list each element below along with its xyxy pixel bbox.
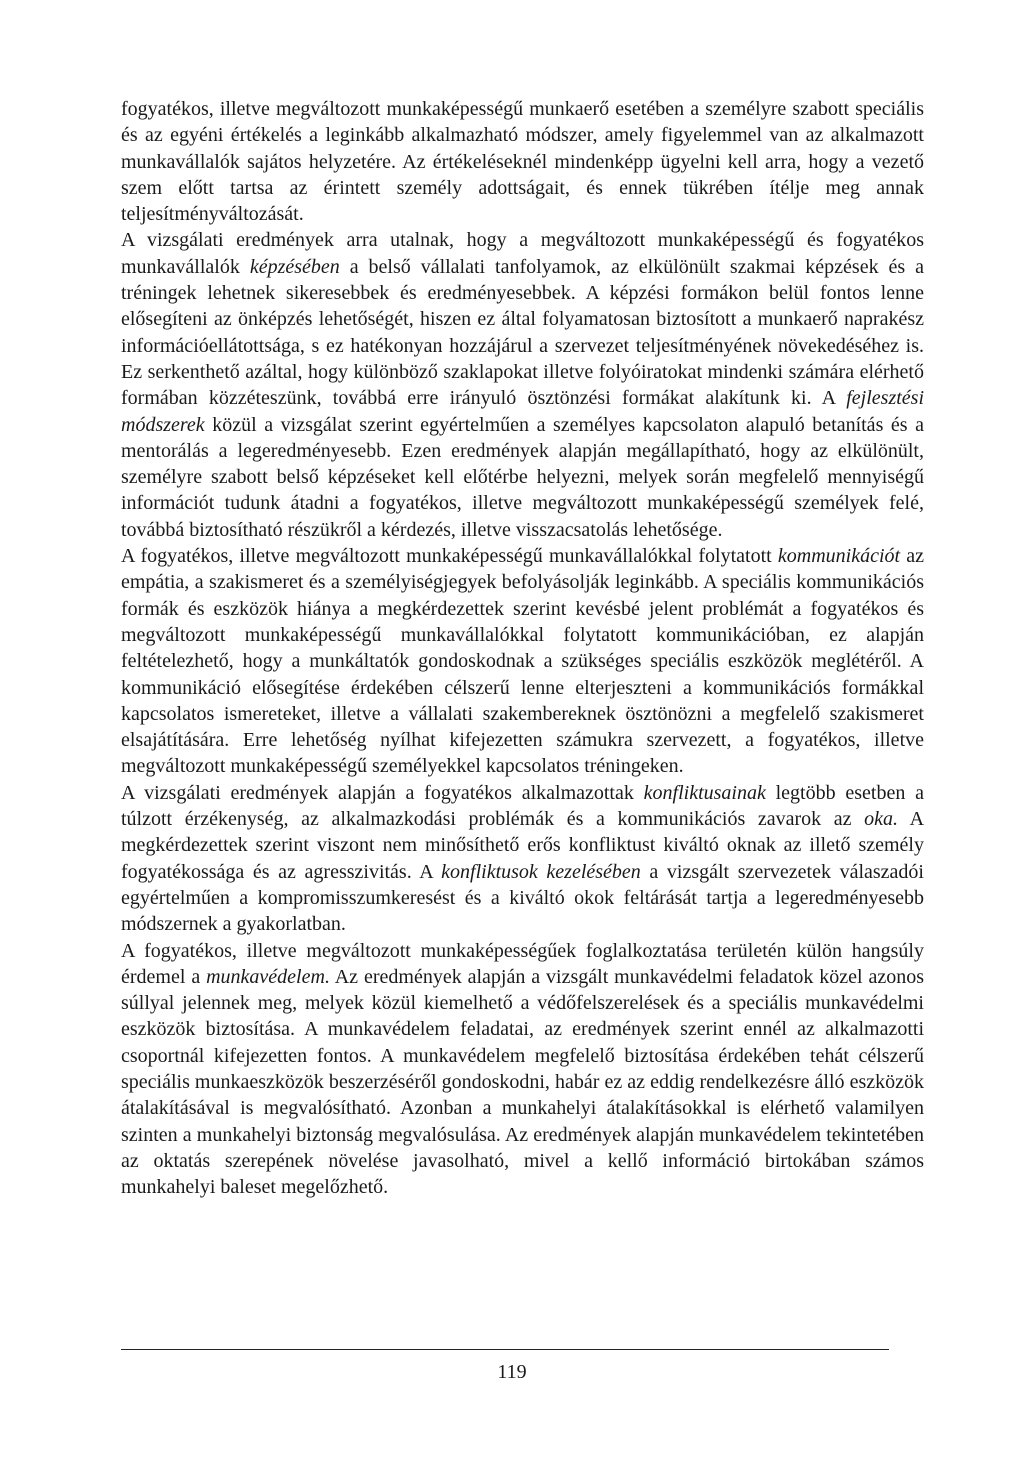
text-run: a belső vállalati tanfolyamok, az elkülönült szakmai képzések és a tréningek lehetnek sikeresebbek és eredményesebbek. A képzési formákon belül fontos lenne elősegíteni az önképzés lehetőségét, hiszen ez által folyamatosan biztosított a munkaerő naprakész információellátottsága, s ez hatékonyan hozzájárul a szervezet teljesítményének növekedéséhez is. Ez serkenthető azáltal, hogy különböző szaklapokat illetve folyóiratokat mindenki számára elérhető formában közzéteszünk, továbbá erre irányuló ösztönzési formákat alakítunk ki. A [121, 255, 925, 410]
emphasized-term: fejlesztési módszerek [121, 387, 924, 436]
text-run: közül a vizsgálat szerint egyértelműen a személyes kapcsolaton alapuló betanítás és a mentorálás a legeredményesebb. Ezen eredmények alapján megállapítható, hogy az elkülönült, személyre szabott belső képzéseket kell előtérbe helyezni, melyek során megfelelő mennyiségű információt tudunk átadni a fogyatékos, illetve megváltozott munkaképességű személyek felé, továbbá biztosítható részükről a kérdezés, illetve visszacsatolás lehetősége. [121, 413, 924, 541]
emphasized-term: kommunikációt [777, 545, 901, 568]
text-run: A vizsgálati eredmények arra utalnak, hogy a megváltozott munkaképességű és fogyatékos munkavállalók [121, 229, 924, 278]
emphasized-term: munkavédelem. [206, 965, 330, 988]
emphasized-term: képzésében [249, 255, 340, 278]
text-run: legtöbb esetben a túlzott érzékenység, az alkalmazkodási problémák és a kommunikációs zavarok az [121, 781, 924, 831]
text-run: A vizsgálati eredmények alapján a fogyatékos alkalmazottak [121, 781, 644, 804]
paragraph-5 [121, 938, 924, 1201]
page-number: 119 [497, 1361, 527, 1383]
paragraph-4 [121, 780, 924, 938]
emphasized-term: konfliktusok kezelésében [441, 860, 641, 883]
emphasized-term: oka. [864, 808, 899, 831]
text-run: fogyatékos, illetve megváltozott munkaképességű munkaerő esetében a személyre szabott speciális és az egyéni értékelés a leginkább alkalmazható módszer, amely figyelemmel van az alkalmazott munkavállalók sajátos helyzetére. Az értékeléseknél mindenképp ügyelni kell arra, hogy a vezető szem előtt tartsa az érintett személy adottságait, és ennek tükrében ítélje meg annak teljesítményváltozását. [121, 98, 924, 226]
emphasized-term: konfliktusainak [643, 781, 766, 804]
text-run: az empátia, a szakismeret és a személyiségjegyek befolyásolják leginkább. A speciális kommunikációs formák és eszközök hiánya a megkérdezettek szerint kevésbé jelent problémát a fogyatékos és megváltozott munkaképességű munkavállalókkal folytatott kommunikációban, ez alapján feltételezhető, hogy a munkáltatók gondoskodnak a szükséges speciális eszközök meglétéről. A kommunikáció elősegítése érdekében célszerű lenne elterjeszteni a kommunikációs formákkal kapcsolatos ismereteket, illetve a vállalati szakembereknek ösztönözni a megfelelő szakismeret elsajátítására. Erre lehetőség nyílhat kifejezetten számukra szervezett, a fogyatékos, illetve megváltozott munkaképességű személyekkel kapcsolatos tréningeken. [121, 545, 924, 778]
paragraph-1 [121, 96, 924, 227]
text-run: A fogyatékos, illetve megváltozott munkaképességűek foglalkoztatása területén külön hangsúly érdemel a [121, 939, 924, 988]
text-run: Az eredmények alapján a vizsgált munkavédelmi feladatok közel azonos súllyal jelennek meg, melyek közül kiemelhető a védőfelszerelések és a speciális munkavédelmi eszközök biztosítása. A munkavédelem feladatai, az eredmények szerint ennél az alkalmazotti csoportnál kifejezetten fontos. A munkavédelem megfelelő biztosítása érdekében tehát célszerű speciális munkaeszközök beszerzéséről gondoskodni, habár ez az eddig rendelkezésre álló eszközök átalakításával is megvalósítható. Azonban a munkahelyi átalakításokkal is elérhető valamilyen szinten a munkahelyi biztonság megvalósulása. Az eredmények alapján munkavédelem tekintetében az oktatás szerepének növelése javasolható, mivel a kellő információ birtokában számos munkahelyi baleset megelőzhető. [121, 965, 924, 1199]
paragraph-3 [121, 543, 924, 780]
text-run: a vizsgált szervezetek válaszadói egyértelműen a kompromisszumkeresést és a kiváltó okok feltárását tartja a legeredményesebb módszernek a gyakorlatban. [121, 860, 924, 936]
paragraph-2 [121, 227, 924, 543]
document-body [121, 96, 924, 1200]
text-run: A fogyatékos, illetve megváltozott munkaképességű munkavállalókkal folytatott [121, 545, 778, 568]
text-run: A megkérdezettek szerint viszont nem minősíthető erős konfliktust kiváltó oknak az illető személy fogyatékossága és az agresszivitás. A [121, 808, 925, 883]
footer-divider [121, 1349, 889, 1350]
